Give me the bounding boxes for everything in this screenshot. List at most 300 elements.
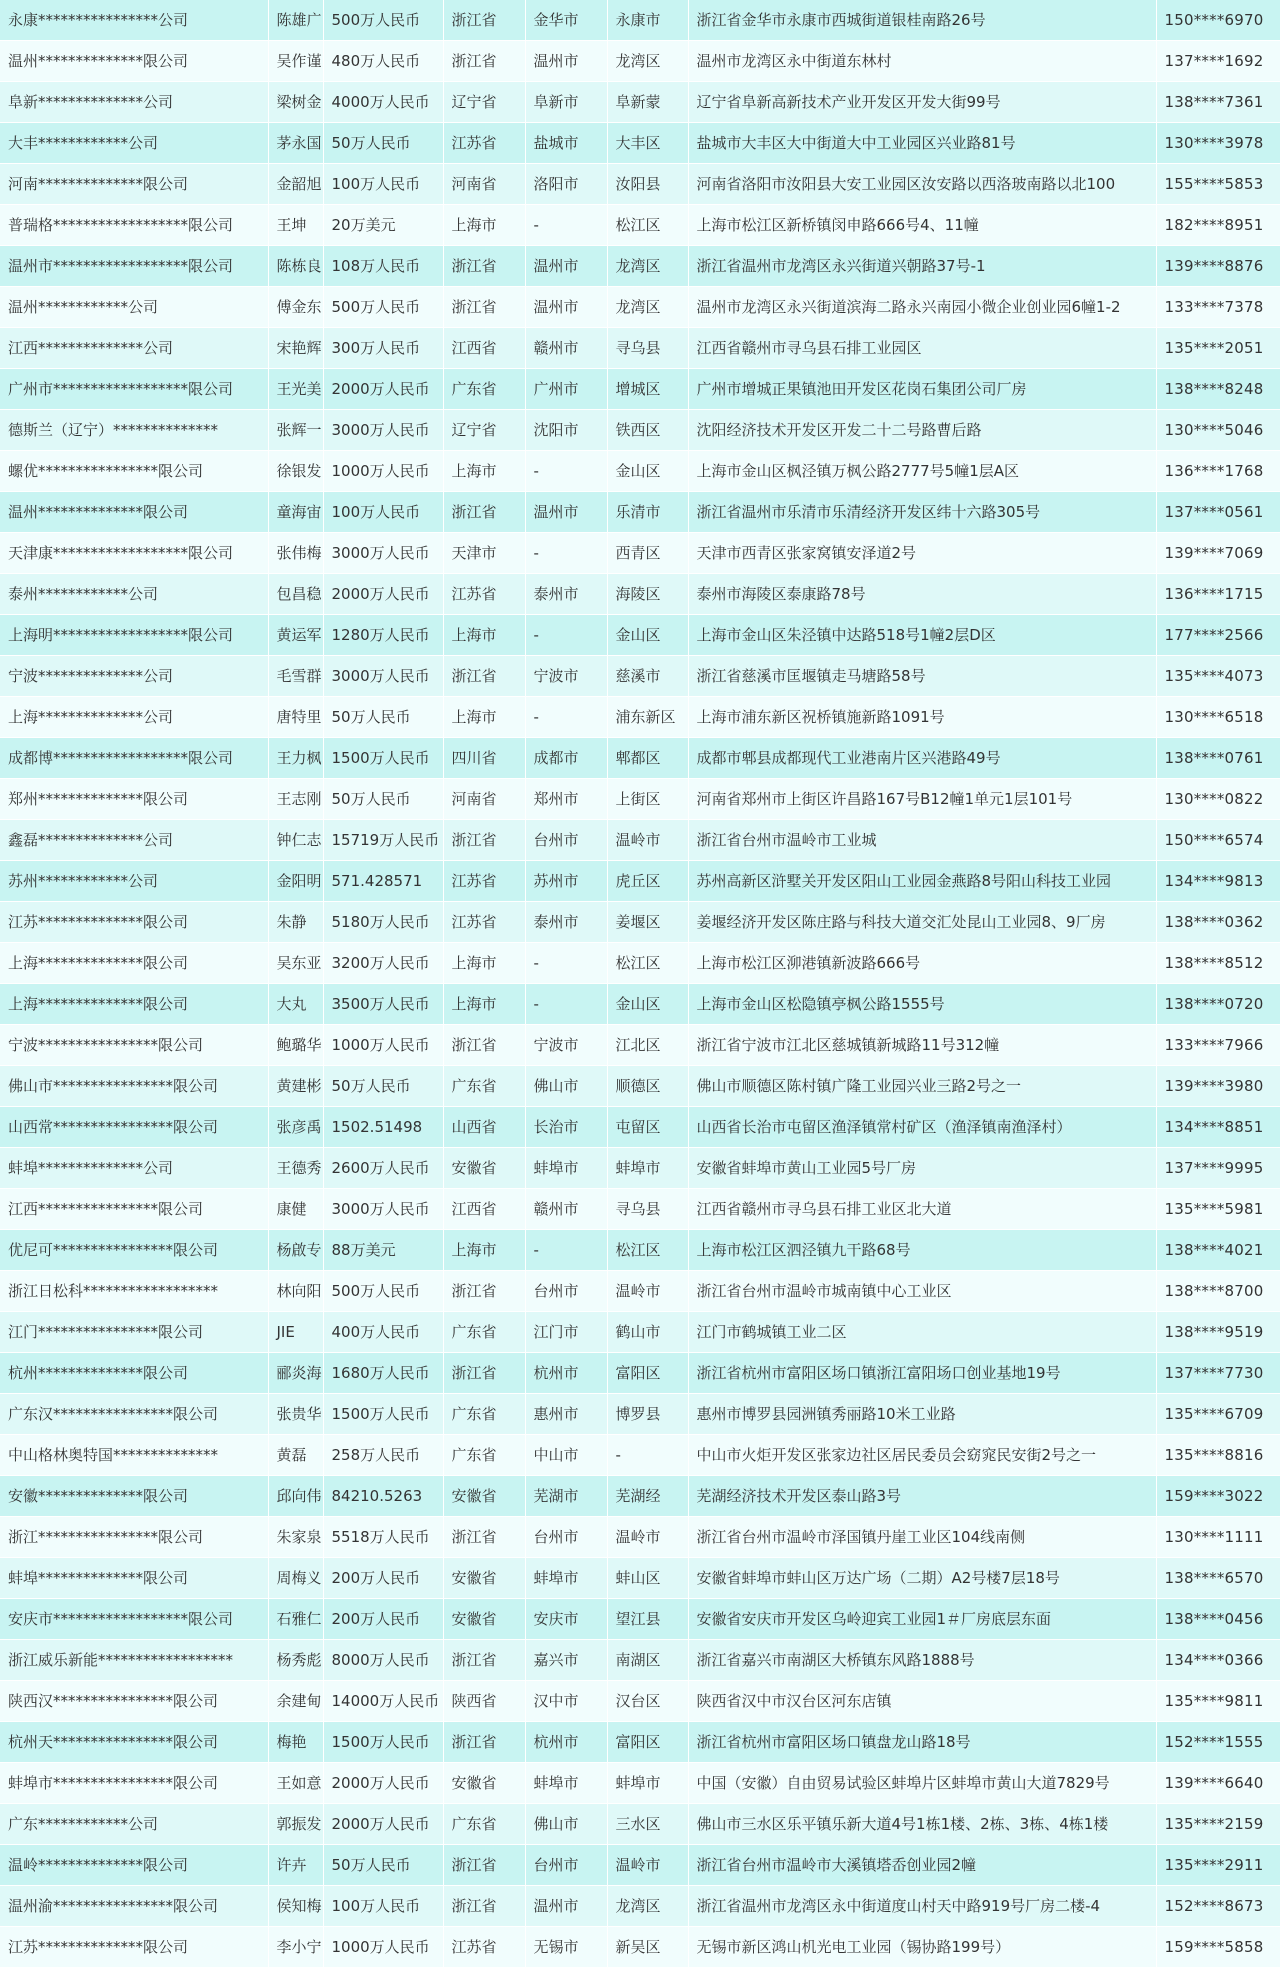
cell-legal-rep: 张贵华 xyxy=(268,1394,323,1435)
table-row xyxy=(0,1517,1280,1558)
table-row xyxy=(0,1230,1280,1271)
cell-district: 三水区 xyxy=(607,1804,688,1845)
cell-legal-rep: 黄建彬 xyxy=(268,1066,323,1107)
cell-province: 浙江省 xyxy=(443,1722,525,1763)
cell-province: 浙江省 xyxy=(443,1353,525,1394)
cell-city: 长治市 xyxy=(525,1107,607,1148)
cell-capital: 400万人民币 xyxy=(323,1312,443,1353)
cell-company: 上海明******************限公司 xyxy=(0,615,268,656)
cell-company: 郑州**************限公司 xyxy=(0,779,268,820)
cell-company: 江西****************限公司 xyxy=(0,1189,268,1230)
cell-phone: 139****3980 xyxy=(1156,1066,1280,1107)
cell-district: 金山区 xyxy=(607,451,688,492)
cell-district: 汉台区 xyxy=(607,1681,688,1722)
cell-company: 蚌埠市****************限公司 xyxy=(0,1763,268,1804)
cell-city: 郑州市 xyxy=(525,779,607,820)
cell-phone: 138****0720 xyxy=(1156,984,1280,1025)
cell-legal-rep: 李小宁 xyxy=(268,1927,323,1968)
cell-district: 博罗县 xyxy=(607,1394,688,1435)
cell-city: 佛山市 xyxy=(525,1066,607,1107)
cell-province: 浙江省 xyxy=(443,246,525,287)
cell-legal-rep: 梅艳 xyxy=(268,1722,323,1763)
table-row xyxy=(0,123,1280,164)
cell-legal-rep: 吴东亚 xyxy=(268,943,323,984)
cell-district: 郫都区 xyxy=(607,738,688,779)
cell-address: 浙江省温州市龙湾区永兴街道兴朝路37号-1 xyxy=(688,246,1156,287)
cell-province: 河南省 xyxy=(443,779,525,820)
table-row xyxy=(0,164,1280,205)
cell-company: 优尼可****************限公司 xyxy=(0,1230,268,1271)
cell-legal-rep: 唐特里 xyxy=(268,697,323,738)
cell-address: 浙江省台州市温岭市大溪镇塔岙创业园2幢 xyxy=(688,1845,1156,1886)
cell-address: 温州市龙湾区永兴街道滨海二路永兴南园小微企业创业园6幢1-2 xyxy=(688,287,1156,328)
cell-capital: 3000万人民币 xyxy=(323,410,443,451)
table-row xyxy=(0,1189,1280,1230)
cell-district: 新吴区 xyxy=(607,1927,688,1968)
cell-province: 天津市 xyxy=(443,533,525,574)
cell-address: 苏州高新区浒墅关开发区阳山工业园金燕路8号阳山科技工业园 xyxy=(688,861,1156,902)
table-row xyxy=(0,328,1280,369)
cell-company: 蚌埠**************限公司 xyxy=(0,1558,268,1599)
cell-city: 沈阳市 xyxy=(525,410,607,451)
cell-city: - xyxy=(525,615,607,656)
table-row xyxy=(0,410,1280,451)
cell-company: 温州************公司 xyxy=(0,287,268,328)
cell-legal-rep: 徐银发 xyxy=(268,451,323,492)
cell-city: 佛山市 xyxy=(525,1804,607,1845)
cell-capital: 20万美元 xyxy=(323,205,443,246)
cell-legal-rep: 钟仁志 xyxy=(268,820,323,861)
cell-district: 蚌山区 xyxy=(607,1558,688,1599)
cell-capital: 1500万人民币 xyxy=(323,738,443,779)
cell-province: 浙江省 xyxy=(443,0,525,41)
cell-company: 上海**************限公司 xyxy=(0,984,268,1025)
cell-phone: 159****3022 xyxy=(1156,1476,1280,1517)
cell-address: 山西省长治市屯留区渔泽镇常村矿区（渔泽镇南渔泽村） xyxy=(688,1107,1156,1148)
cell-phone: 135****6709 xyxy=(1156,1394,1280,1435)
cell-phone: 138****0761 xyxy=(1156,738,1280,779)
cell-company: 河南**************限公司 xyxy=(0,164,268,205)
cell-address: 浙江省宁波市江北区慈城镇新城路11号312幢 xyxy=(688,1025,1156,1066)
cell-company: 温州**************限公司 xyxy=(0,492,268,533)
cell-phone: 138****9519 xyxy=(1156,1312,1280,1353)
cell-province: 上海市 xyxy=(443,1230,525,1271)
cell-district: 大丰区 xyxy=(607,123,688,164)
table-row xyxy=(0,861,1280,902)
cell-capital: 3000万人民币 xyxy=(323,1189,443,1230)
cell-capital: 1502.51498 xyxy=(323,1107,443,1148)
cell-city: 赣州市 xyxy=(525,328,607,369)
cell-legal-rep: 余建甸 xyxy=(268,1681,323,1722)
cell-address: 河南省郑州市上街区许昌路167号B12幢1单元1层101号 xyxy=(688,779,1156,820)
table-row xyxy=(0,1435,1280,1476)
cell-province: 江苏省 xyxy=(443,574,525,615)
cell-city: - xyxy=(525,984,607,1025)
cell-company: 温州**************限公司 xyxy=(0,41,268,82)
cell-city: 洛阳市 xyxy=(525,164,607,205)
cell-phone: 136****1715 xyxy=(1156,574,1280,615)
cell-address: 中国（安徽）自由贸易试验区蚌埠片区蚌埠市黄山大道7829号 xyxy=(688,1763,1156,1804)
cell-phone: 134****0366 xyxy=(1156,1640,1280,1681)
cell-province: 陕西省 xyxy=(443,1681,525,1722)
table-row xyxy=(0,1599,1280,1640)
cell-company: 佛山市****************限公司 xyxy=(0,1066,268,1107)
cell-district: 上街区 xyxy=(607,779,688,820)
cell-phone: 137****9995 xyxy=(1156,1148,1280,1189)
cell-district: 鹤山市 xyxy=(607,1312,688,1353)
cell-phone: 133****7966 xyxy=(1156,1025,1280,1066)
cell-company: 安徽**************限公司 xyxy=(0,1476,268,1517)
cell-capital: 50万人民币 xyxy=(323,697,443,738)
cell-phone: 137****0561 xyxy=(1156,492,1280,533)
cell-address: 上海市金山区朱泾镇中达路518号1幢2层D区 xyxy=(688,615,1156,656)
cell-address: 天津市西青区张家窝镇安泽道2号 xyxy=(688,533,1156,574)
cell-capital: 1680万人民币 xyxy=(323,1353,443,1394)
table-row xyxy=(0,615,1280,656)
cell-company: 浙江****************限公司 xyxy=(0,1517,268,1558)
cell-address: 江门市鹤城镇工业二区 xyxy=(688,1312,1156,1353)
cell-address: 惠州市博罗县园洲镇秀丽路10米工业路 xyxy=(688,1394,1156,1435)
cell-phone: 138****7361 xyxy=(1156,82,1280,123)
cell-province: 浙江省 xyxy=(443,1271,525,1312)
cell-legal-rep: 黄磊 xyxy=(268,1435,323,1476)
cell-company: 浙江威乐新能****************** xyxy=(0,1640,268,1681)
cell-capital: 200万人民币 xyxy=(323,1599,443,1640)
cell-capital: 3500万人民币 xyxy=(323,984,443,1025)
cell-province: 安徽省 xyxy=(443,1148,525,1189)
table-row xyxy=(0,246,1280,287)
cell-city: 惠州市 xyxy=(525,1394,607,1435)
cell-city: 台州市 xyxy=(525,820,607,861)
cell-company: 温州市******************限公司 xyxy=(0,246,268,287)
cell-company: 江苏**************限公司 xyxy=(0,902,268,943)
table-row xyxy=(0,1476,1280,1517)
cell-legal-rep: JIE xyxy=(268,1312,323,1353)
cell-district: 蚌埠市 xyxy=(607,1763,688,1804)
cell-province: 浙江省 xyxy=(443,1025,525,1066)
cell-phone: 139****6640 xyxy=(1156,1763,1280,1804)
cell-phone: 152****8673 xyxy=(1156,1886,1280,1927)
cell-capital: 200万人民币 xyxy=(323,1558,443,1599)
cell-company: 德斯兰（辽宁）************** xyxy=(0,410,268,451)
cell-district: 温岭市 xyxy=(607,1517,688,1558)
cell-province: 辽宁省 xyxy=(443,410,525,451)
cell-city: 台州市 xyxy=(525,1271,607,1312)
cell-city: 杭州市 xyxy=(525,1353,607,1394)
cell-company: 宁波**************公司 xyxy=(0,656,268,697)
cell-district: 阜新蒙 xyxy=(607,82,688,123)
cell-address: 沈阳经济技术开发区开发二十二号路曹后路 xyxy=(688,410,1156,451)
cell-address: 浙江省台州市温岭市泽国镇丹崖工业区104线南侧 xyxy=(688,1517,1156,1558)
table-row xyxy=(0,41,1280,82)
cell-capital: 4000万人民币 xyxy=(323,82,443,123)
table-row xyxy=(0,656,1280,697)
cell-district: 金山区 xyxy=(607,984,688,1025)
cell-district: 松江区 xyxy=(607,205,688,246)
cell-city: 蚌埠市 xyxy=(525,1558,607,1599)
cell-phone: 138****4021 xyxy=(1156,1230,1280,1271)
cell-province: 浙江省 xyxy=(443,656,525,697)
cell-legal-rep: 梁树金 xyxy=(268,82,323,123)
table-row xyxy=(0,1886,1280,1927)
cell-capital: 3000万人民币 xyxy=(323,533,443,574)
cell-capital: 1000万人民币 xyxy=(323,1025,443,1066)
cell-district: 屯留区 xyxy=(607,1107,688,1148)
cell-phone: 159****5858 xyxy=(1156,1927,1280,1968)
cell-address: 佛山市顺德区陈村镇广隆工业园兴业三路2号之一 xyxy=(688,1066,1156,1107)
table-row xyxy=(0,1066,1280,1107)
cell-province: 浙江省 xyxy=(443,1886,525,1927)
cell-company: 温州渝****************限公司 xyxy=(0,1886,268,1927)
table-row xyxy=(0,205,1280,246)
cell-phone: 155****5853 xyxy=(1156,164,1280,205)
cell-address: 广州市增城正果镇池田开发区花岗石集团公司厂房 xyxy=(688,369,1156,410)
cell-district: 浦东新区 xyxy=(607,697,688,738)
table-row xyxy=(0,738,1280,779)
cell-city: 泰州市 xyxy=(525,902,607,943)
cell-address: 安徽省蚌埠市蚌山区万达广场（二期）A2号楼7层18号 xyxy=(688,1558,1156,1599)
cell-capital: 500万人民币 xyxy=(323,287,443,328)
cell-district: 温岭市 xyxy=(607,1845,688,1886)
cell-province: 江苏省 xyxy=(443,1927,525,1968)
cell-city: 温州市 xyxy=(525,41,607,82)
cell-legal-rep: 傅金东 xyxy=(268,287,323,328)
cell-capital: 50万人民币 xyxy=(323,123,443,164)
cell-phone: 136****1768 xyxy=(1156,451,1280,492)
cell-city: - xyxy=(525,205,607,246)
cell-province: 浙江省 xyxy=(443,1845,525,1886)
cell-capital: 50万人民币 xyxy=(323,779,443,820)
table-row xyxy=(0,1107,1280,1148)
cell-company: 大丰************公司 xyxy=(0,123,268,164)
cell-phone: 135****5981 xyxy=(1156,1189,1280,1230)
cell-district: 金山区 xyxy=(607,615,688,656)
cell-province: 广东省 xyxy=(443,1804,525,1845)
cell-city: 蚌埠市 xyxy=(525,1148,607,1189)
cell-province: 广东省 xyxy=(443,369,525,410)
cell-city: 江门市 xyxy=(525,1312,607,1353)
cell-capital: 3000万人民币 xyxy=(323,656,443,697)
cell-company: 宁波****************限公司 xyxy=(0,1025,268,1066)
cell-province: 安徽省 xyxy=(443,1476,525,1517)
cell-capital: 2000万人民币 xyxy=(323,1763,443,1804)
cell-company: 广州市******************限公司 xyxy=(0,369,268,410)
table-row xyxy=(0,451,1280,492)
cell-company: 杭州天****************限公司 xyxy=(0,1722,268,1763)
table-row xyxy=(0,1927,1280,1968)
cell-district: 江北区 xyxy=(607,1025,688,1066)
cell-district: 顺德区 xyxy=(607,1066,688,1107)
cell-phone: 130****6518 xyxy=(1156,697,1280,738)
cell-city: 台州市 xyxy=(525,1517,607,1558)
cell-province: 辽宁省 xyxy=(443,82,525,123)
cell-capital: 5180万人民币 xyxy=(323,902,443,943)
cell-province: 上海市 xyxy=(443,451,525,492)
cell-company: 浙江日松科****************** xyxy=(0,1271,268,1312)
table-row xyxy=(0,1681,1280,1722)
cell-address: 浙江省温州市乐清市乐清经济开发区纬十六路305号 xyxy=(688,492,1156,533)
cell-address: 安徽省安庆市开发区乌岭迎宾工业园1＃厂房底层东面 xyxy=(688,1599,1156,1640)
cell-company: 江门****************限公司 xyxy=(0,1312,268,1353)
cell-legal-rep: 吴作谨 xyxy=(268,41,323,82)
cell-company: 蚌埠**************公司 xyxy=(0,1148,268,1189)
cell-city: 中山市 xyxy=(525,1435,607,1476)
cell-province: 广东省 xyxy=(443,1066,525,1107)
cell-phone: 134****8851 xyxy=(1156,1107,1280,1148)
cell-city: 安庆市 xyxy=(525,1599,607,1640)
cell-company: 上海**************限公司 xyxy=(0,943,268,984)
cell-province: 浙江省 xyxy=(443,820,525,861)
cell-company: 江苏**************限公司 xyxy=(0,1927,268,1968)
cell-address: 芜湖经济技术开发区泰山路3号 xyxy=(688,1476,1156,1517)
cell-legal-rep: 童海宙 xyxy=(268,492,323,533)
cell-city: 温州市 xyxy=(525,246,607,287)
cell-province: 上海市 xyxy=(443,984,525,1025)
cell-province: 浙江省 xyxy=(443,287,525,328)
cell-district: 芜湖经 xyxy=(607,1476,688,1517)
cell-district: 松江区 xyxy=(607,943,688,984)
cell-province: 上海市 xyxy=(443,697,525,738)
table-row xyxy=(0,1558,1280,1599)
cell-city: 温州市 xyxy=(525,287,607,328)
table-row xyxy=(0,287,1280,328)
cell-province: 安徽省 xyxy=(443,1599,525,1640)
cell-province: 浙江省 xyxy=(443,1640,525,1681)
cell-city: 成都市 xyxy=(525,738,607,779)
cell-province: 江苏省 xyxy=(443,902,525,943)
cell-district: 永康市 xyxy=(607,0,688,41)
cell-address: 浙江省嘉兴市南湖区大桥镇东风路1888号 xyxy=(688,1640,1156,1681)
cell-province: 广东省 xyxy=(443,1312,525,1353)
cell-company: 鑫磊**************公司 xyxy=(0,820,268,861)
cell-phone: 152****1555 xyxy=(1156,1722,1280,1763)
table-row xyxy=(0,820,1280,861)
cell-legal-rep: 王光美 xyxy=(268,369,323,410)
cell-legal-rep: 郦炎海 xyxy=(268,1353,323,1394)
table-row xyxy=(0,1845,1280,1886)
cell-district: 望江县 xyxy=(607,1599,688,1640)
table-row xyxy=(0,902,1280,943)
cell-capital: 2000万人民币 xyxy=(323,574,443,615)
cell-phone: 130****1111 xyxy=(1156,1517,1280,1558)
cell-province: 江苏省 xyxy=(443,123,525,164)
cell-phone: 138****0456 xyxy=(1156,1599,1280,1640)
cell-phone: 138****0362 xyxy=(1156,902,1280,943)
table-row xyxy=(0,1271,1280,1312)
cell-city: 泰州市 xyxy=(525,574,607,615)
cell-district: - xyxy=(607,1435,688,1476)
cell-capital: 1000万人民币 xyxy=(323,451,443,492)
table-row xyxy=(0,697,1280,738)
cell-address: 江西省赣州市寻乌县石排工业区北大道 xyxy=(688,1189,1156,1230)
table-row xyxy=(0,0,1280,41)
cell-phone: 138****6570 xyxy=(1156,1558,1280,1599)
cell-legal-rep: 金阳明 xyxy=(268,861,323,902)
cell-legal-rep: 黄运军 xyxy=(268,615,323,656)
cell-legal-rep: 侯知梅 xyxy=(268,1886,323,1927)
cell-company: 泰州************公司 xyxy=(0,574,268,615)
cell-legal-rep: 王志刚 xyxy=(268,779,323,820)
cell-district: 龙湾区 xyxy=(607,1886,688,1927)
cell-address: 上海市浦东新区祝桥镇施新路1091号 xyxy=(688,697,1156,738)
cell-capital: 3200万人民币 xyxy=(323,943,443,984)
cell-district: 铁西区 xyxy=(607,410,688,451)
cell-city: 苏州市 xyxy=(525,861,607,902)
cell-company: 苏州************公司 xyxy=(0,861,268,902)
cell-city: - xyxy=(525,1230,607,1271)
cell-legal-rep: 朱家泉 xyxy=(268,1517,323,1558)
cell-capital: 84210.5263 xyxy=(323,1476,443,1517)
cell-address: 上海市金山区枫泾镇万枫公路2777号5幢1层A区 xyxy=(688,451,1156,492)
table-row xyxy=(0,1804,1280,1845)
cell-capital: 2600万人民币 xyxy=(323,1148,443,1189)
cell-capital: 480万人民币 xyxy=(323,41,443,82)
table-row xyxy=(0,1640,1280,1681)
cell-legal-rep: 石雅仁 xyxy=(268,1599,323,1640)
table-row xyxy=(0,533,1280,574)
cell-district: 蚌埠市 xyxy=(607,1148,688,1189)
cell-company: 上海**************公司 xyxy=(0,697,268,738)
cell-address: 江西省赣州市寻乌县石排工业园区 xyxy=(688,328,1156,369)
cell-phone: 150****6970 xyxy=(1156,0,1280,41)
cell-district: 龙湾区 xyxy=(607,246,688,287)
cell-phone: 177****2566 xyxy=(1156,615,1280,656)
cell-capital: 500万人民币 xyxy=(323,0,443,41)
cell-district: 寻乌县 xyxy=(607,328,688,369)
cell-company: 永康****************公司 xyxy=(0,0,268,41)
table-row xyxy=(0,1722,1280,1763)
cell-company: 阜新**************公司 xyxy=(0,82,268,123)
cell-company: 广东************公司 xyxy=(0,1804,268,1845)
cell-province: 江西省 xyxy=(443,1189,525,1230)
cell-address: 浙江省温州市龙湾区永中街道度山村天中路919号厂房二楼-4 xyxy=(688,1886,1156,1927)
cell-capital: 100万人民币 xyxy=(323,164,443,205)
cell-city: 温州市 xyxy=(525,492,607,533)
cell-district: 富阳区 xyxy=(607,1353,688,1394)
cell-phone: 130****3978 xyxy=(1156,123,1280,164)
cell-phone: 135****8816 xyxy=(1156,1435,1280,1476)
cell-district: 温岭市 xyxy=(607,820,688,861)
cell-legal-rep: 张伟梅 xyxy=(268,533,323,574)
cell-legal-rep: 王力枫 xyxy=(268,738,323,779)
cell-company: 江西**************公司 xyxy=(0,328,268,369)
cell-phone: 135****4073 xyxy=(1156,656,1280,697)
cell-city: 温州市 xyxy=(525,1886,607,1927)
cell-province: 浙江省 xyxy=(443,41,525,82)
cell-capital: 1500万人民币 xyxy=(323,1394,443,1435)
cell-address: 陕西省汉中市汉台区河东店镇 xyxy=(688,1681,1156,1722)
cell-district: 南湖区 xyxy=(607,1640,688,1681)
cell-legal-rep: 邱向伟 xyxy=(268,1476,323,1517)
cell-address: 浙江省台州市温岭市城南镇中心工业区 xyxy=(688,1271,1156,1312)
cell-province: 浙江省 xyxy=(443,492,525,533)
cell-province: 上海市 xyxy=(443,943,525,984)
cell-company: 中山格林奥特国************** xyxy=(0,1435,268,1476)
cell-district: 温岭市 xyxy=(607,1271,688,1312)
cell-capital: 258万人民币 xyxy=(323,1435,443,1476)
cell-legal-rep: 许卉 xyxy=(268,1845,323,1886)
cell-capital: 5518万人民币 xyxy=(323,1517,443,1558)
table-row xyxy=(0,1312,1280,1353)
cell-legal-rep: 郭振发 xyxy=(268,1804,323,1845)
cell-province: 安徽省 xyxy=(443,1763,525,1804)
cell-company: 普瑞格******************限公司 xyxy=(0,205,268,246)
cell-legal-rep: 毛雪群 xyxy=(268,656,323,697)
cell-address: 浙江省慈溪市匡堰镇走马塘路58号 xyxy=(688,656,1156,697)
cell-capital: 100万人民币 xyxy=(323,1886,443,1927)
cell-legal-rep: 王如意 xyxy=(268,1763,323,1804)
cell-legal-rep: 杨啟专 xyxy=(268,1230,323,1271)
